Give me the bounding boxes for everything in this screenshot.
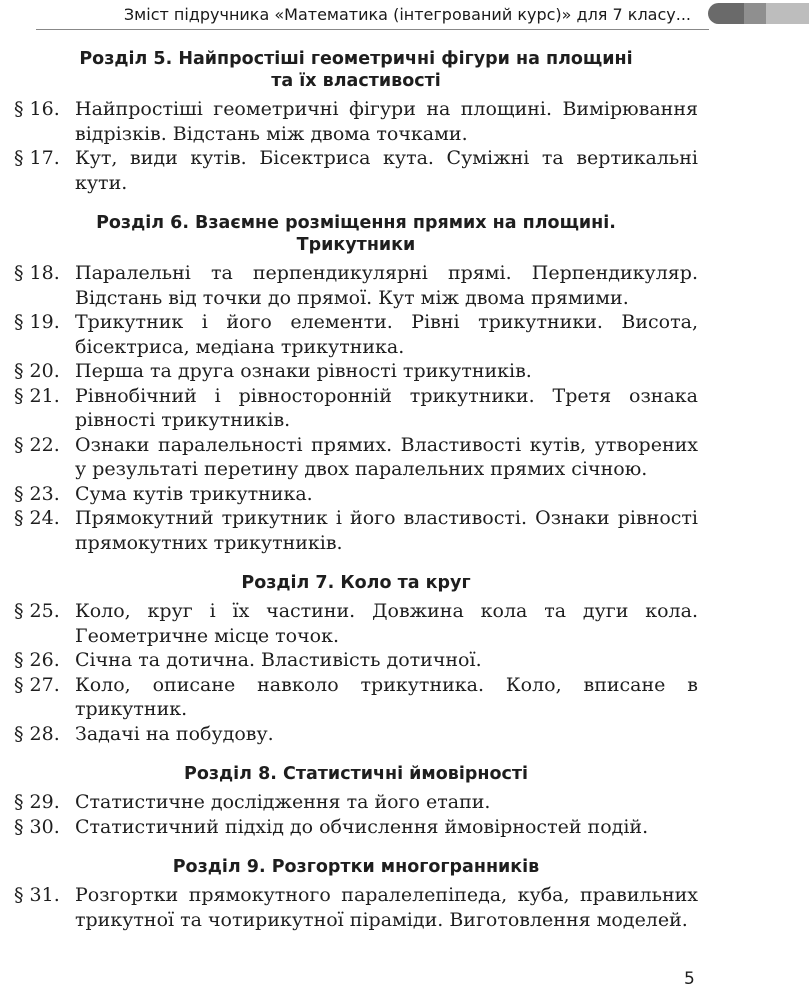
- paragraph-number: § 24.: [14, 507, 60, 529]
- section-title-8: [14, 763, 698, 785]
- paragraph-title: Статистичний підхід до обчислення ймовірностей подій.: [75, 815, 649, 838]
- paragraph-title: Задачі на побудову.: [75, 722, 274, 745]
- paragraph-number: § 30.: [14, 815, 60, 838]
- toc-entry: [14, 790, 698, 815]
- toc-entry: [14, 673, 698, 722]
- section-title-line: Розділ 6. Взаємне розміщення прямих на площині.: [96, 213, 616, 233]
- section-title-5: [14, 48, 698, 92]
- paragraph-number: § 29.: [14, 791, 60, 813]
- section-title-line: Розділ 8. Статистичні ймовірності: [184, 764, 528, 784]
- paragraph-number: § 22.: [14, 433, 60, 456]
- paragraph-title: Трикутник і його елементи. Рівні трикутники. Висота, бісектриса, медіана трикутника.: [75, 311, 698, 358]
- paragraph-title: Сума кутів трикутника.: [75, 482, 313, 505]
- toc-entry: [14, 648, 698, 673]
- toc-entry: [14, 97, 698, 146]
- section-title-line: Розділ 5. Найпростіші геометричні фігури на площині: [79, 49, 633, 69]
- paragraph-number: § 19.: [14, 311, 60, 333]
- header-tab-dark: [708, 3, 744, 24]
- header-rule: [36, 29, 709, 30]
- page-number: 5: [684, 969, 695, 989]
- paragraph-list: [14, 883, 698, 932]
- paragraph-title: Рівнобічний і рівносторонній трикутники. Третя ознака рівності трикутників.: [75, 384, 698, 431]
- paragraph-title: Коло, описане навколо трикутника. Коло, вписане в трикутник.: [75, 673, 698, 720]
- paragraph-number: § 28.: [14, 722, 60, 745]
- paragraph-title: Розгортки прямокутного паралелепіпеда, куба, правильних трикутної та чотирикутної піраміди. Виготовлення моделей.: [75, 884, 698, 931]
- paragraph-number: § 23.: [14, 482, 60, 505]
- toc-entry: [14, 433, 698, 482]
- toc-entry: [14, 310, 698, 359]
- paragraph-number: § 25.: [14, 600, 60, 622]
- paragraph-number: § 31.: [14, 884, 60, 906]
- toc-entry: [14, 599, 698, 648]
- paragraph-title: Кут, види кутів. Бісектриса кута. Суміжні та вертикальні кути.: [75, 147, 698, 194]
- section-title-line: та їх властивості: [271, 71, 441, 91]
- paragraph-title: Статистичне дослідження та його етапи.: [75, 791, 491, 813]
- paragraph-title: Перша та друга ознаки рівності трикутників.: [75, 360, 532, 382]
- paragraph-title: Найпростіші геометричні фігури на площині. Вимірювання відрізків. Відстань між двома точками.: [75, 98, 698, 145]
- paragraph-title: Прямокутний трикутник і його властивості. Ознаки рівності прямокутних трикутників.: [75, 507, 698, 554]
- paragraph-title: Ознаки паралельності прямих. Властивості кутів, утворених у результаті перетину двох паралельних прямих січною.: [75, 433, 698, 480]
- toc-entry: [14, 815, 698, 840]
- paragraph-list: [14, 599, 698, 746]
- toc-entry: [14, 506, 698, 555]
- header-tab-light: [766, 3, 809, 24]
- paragraph-number: § 26.: [14, 649, 60, 671]
- toc-entry: [14, 384, 698, 433]
- paragraph-list: [14, 790, 698, 839]
- paragraph-number: § 21.: [14, 384, 60, 407]
- paragraph-list: [14, 97, 698, 195]
- paragraph-number: § 18.: [14, 262, 60, 284]
- paragraph-number: § 17.: [14, 147, 60, 169]
- paragraph-title: Січна та дотична. Властивість дотичної.: [75, 649, 482, 671]
- section-title-line: Трикутники: [296, 235, 416, 255]
- section-title-line: Розділ 9. Розгортки многогранників: [172, 857, 540, 877]
- paragraph-title: Паралельні та перпендикулярні прямі. Перпендикуляр. Відстань від точки до прямої. Кут між двома прямими.: [75, 262, 698, 309]
- section-title-6: [14, 212, 698, 256]
- table-of-contents: [14, 48, 698, 932]
- toc-entry: [14, 883, 698, 932]
- header-tab-mid: [744, 3, 766, 24]
- running-header: [0, 0, 809, 32]
- paragraph-number: § 20.: [14, 360, 60, 382]
- toc-entry: [14, 261, 698, 310]
- section-title-7: [14, 572, 698, 594]
- toc-entry: [14, 359, 698, 384]
- toc-entry: [14, 482, 698, 507]
- section-title-line: Розділ 7. Коло та круг: [241, 573, 471, 593]
- toc-entry: [14, 722, 698, 747]
- paragraph-number: § 27.: [14, 673, 60, 696]
- paragraph-title: Коло, круг і їх частини. Довжина кола та дуги кола. Геометричне місце точок.: [75, 600, 698, 647]
- paragraph-number: § 16.: [14, 98, 60, 120]
- section-title-9: [14, 856, 698, 878]
- toc-entry: [14, 146, 698, 195]
- running-title: Зміст підручника «Математика (інтегрований курс)» для 7 класу...: [123, 5, 691, 24]
- paragraph-list: [14, 261, 698, 555]
